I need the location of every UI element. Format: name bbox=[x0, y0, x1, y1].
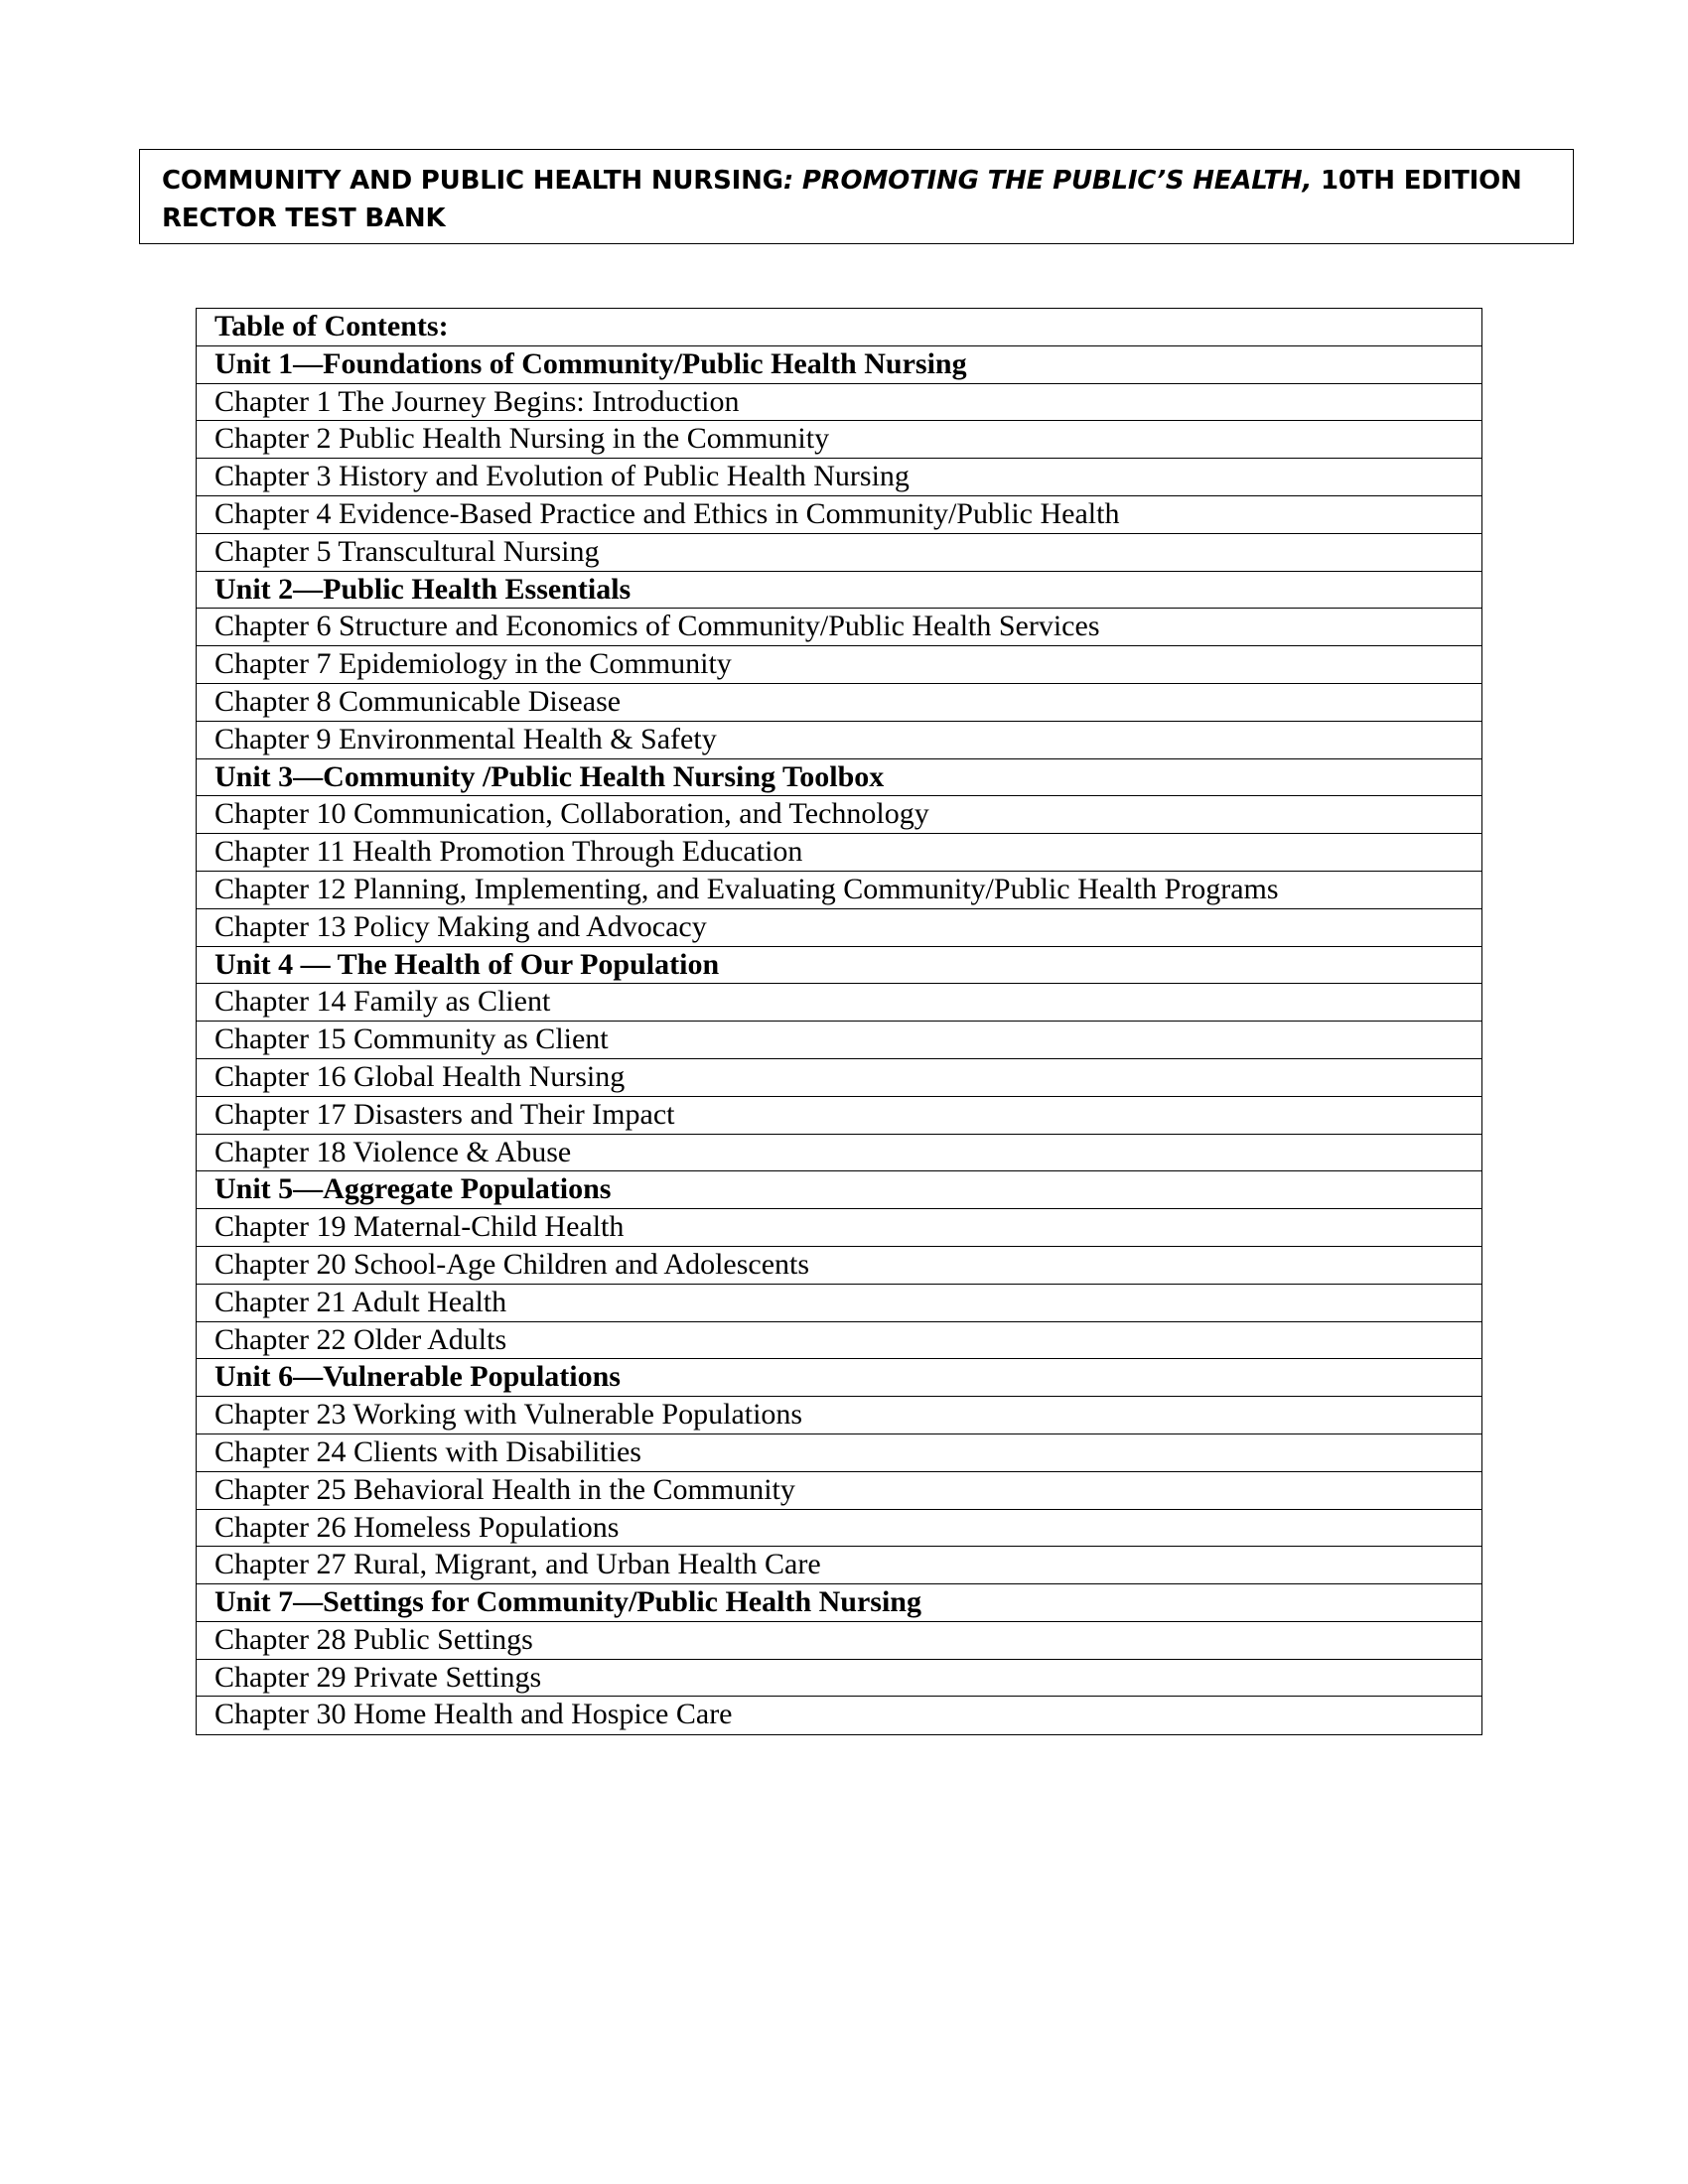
toc-unit-row: Unit 1—Foundations of Community/Public Health Nursing bbox=[197, 346, 1481, 384]
toc-chapter-row: Chapter 9 Environmental Health & Safety bbox=[197, 722, 1481, 759]
table-of-contents bbox=[196, 308, 1482, 1735]
toc-chapter-row: Chapter 21 Adult Health bbox=[197, 1285, 1481, 1322]
toc-chapter-row: Chapter 12 Planning, Implementing, and Evaluating Community/Public Health Programs bbox=[197, 872, 1481, 909]
toc-unit-row: Unit 5—Aggregate Populations bbox=[197, 1171, 1481, 1209]
title-edition: 10TH EDITION bbox=[1312, 166, 1522, 196]
toc-chapter-row: Chapter 28 Public Settings bbox=[197, 1622, 1481, 1660]
title-book-name: COMMUNITY AND PUBLIC HEALTH NURSING bbox=[162, 166, 783, 196]
toc-chapter-row: Chapter 13 Policy Making and Advocacy bbox=[197, 909, 1481, 947]
toc-chapter-row: Chapter 22 Older Adults bbox=[197, 1322, 1481, 1360]
toc-unit-row: Unit 3—Community /Public Health Nursing Toolbox bbox=[197, 759, 1481, 797]
toc-chapter-row: Chapter 18 Violence & Abuse bbox=[197, 1135, 1481, 1172]
toc-chapter-row: Chapter 19 Maternal-Child Health bbox=[197, 1209, 1481, 1247]
toc-chapter-row: Chapter 3 History and Evolution of Public Health Nursing bbox=[197, 459, 1481, 496]
toc-unit-row: Unit 2—Public Health Essentials bbox=[197, 572, 1481, 610]
title-line-1 bbox=[162, 162, 1573, 200]
toc-unit-row: Unit 6—Vulnerable Populations bbox=[197, 1359, 1481, 1397]
toc-chapter-row: Chapter 4 Evidence-Based Practice and Ethics in Community/Public Health bbox=[197, 496, 1481, 534]
toc-chapter-row: Chapter 5 Transcultural Nursing bbox=[197, 534, 1481, 572]
toc-chapter-row: Chapter 1 The Journey Begins: Introduction bbox=[197, 384, 1481, 422]
toc-chapter-row: Chapter 23 Working with Vulnerable Populations bbox=[197, 1397, 1481, 1434]
toc-chapter-row: Chapter 26 Homeless Populations bbox=[197, 1510, 1481, 1548]
toc-chapter-row: Chapter 20 School-Age Children and Adolescents bbox=[197, 1247, 1481, 1285]
toc-chapter-row: Chapter 6 Structure and Economics of Community/Public Health Services bbox=[197, 609, 1481, 646]
toc-chapter-row: Chapter 30 Home Health and Hospice Care bbox=[214, 1698, 733, 1731]
toc-chapter-row: Chapter 29 Private Settings bbox=[197, 1660, 1481, 1698]
toc-chapter-row: Chapter 24 Clients with Disabilities bbox=[197, 1434, 1481, 1472]
toc-chapter-row: Chapter 8 Communicable Disease bbox=[197, 684, 1481, 722]
toc-chapter-row: Chapter 17 Disasters and Their Impact bbox=[197, 1097, 1481, 1135]
toc-chapter-row: Chapter 2 Public Health Nursing in the Community bbox=[197, 421, 1481, 459]
toc-chapter-row: Chapter 25 Behavioral Health in the Community bbox=[197, 1472, 1481, 1510]
toc-chapter-row: Chapter 16 Global Health Nursing bbox=[197, 1059, 1481, 1097]
title-subtitle: : PROMOTING THE PUBLIC’S HEALTH, bbox=[782, 166, 1313, 196]
toc-unit-row: Unit 7—Settings for Community/Public Health Nursing bbox=[197, 1584, 1481, 1622]
toc-chapter-row: Chapter 7 Epidemiology in the Community bbox=[197, 646, 1481, 684]
toc-chapter-row: Chapter 11 Health Promotion Through Education bbox=[197, 834, 1481, 872]
title-line-2: RECTOR TEST BANK bbox=[162, 204, 446, 233]
toc-chapter-row: Chapter 14 Family as Client bbox=[197, 984, 1481, 1022]
toc-heading: Table of Contents: bbox=[197, 309, 1481, 346]
toc-chapter-row: Chapter 10 Communication, Collaboration, and Technology bbox=[197, 796, 1481, 834]
toc-chapter-row: Chapter 27 Rural, Migrant, and Urban Health Care bbox=[197, 1547, 1481, 1584]
toc-unit-row: Unit 4 — The Health of Our Population bbox=[197, 947, 1481, 985]
toc-chapter-row: Chapter 15 Community as Client bbox=[197, 1022, 1481, 1059]
document-title-box bbox=[139, 149, 1574, 244]
